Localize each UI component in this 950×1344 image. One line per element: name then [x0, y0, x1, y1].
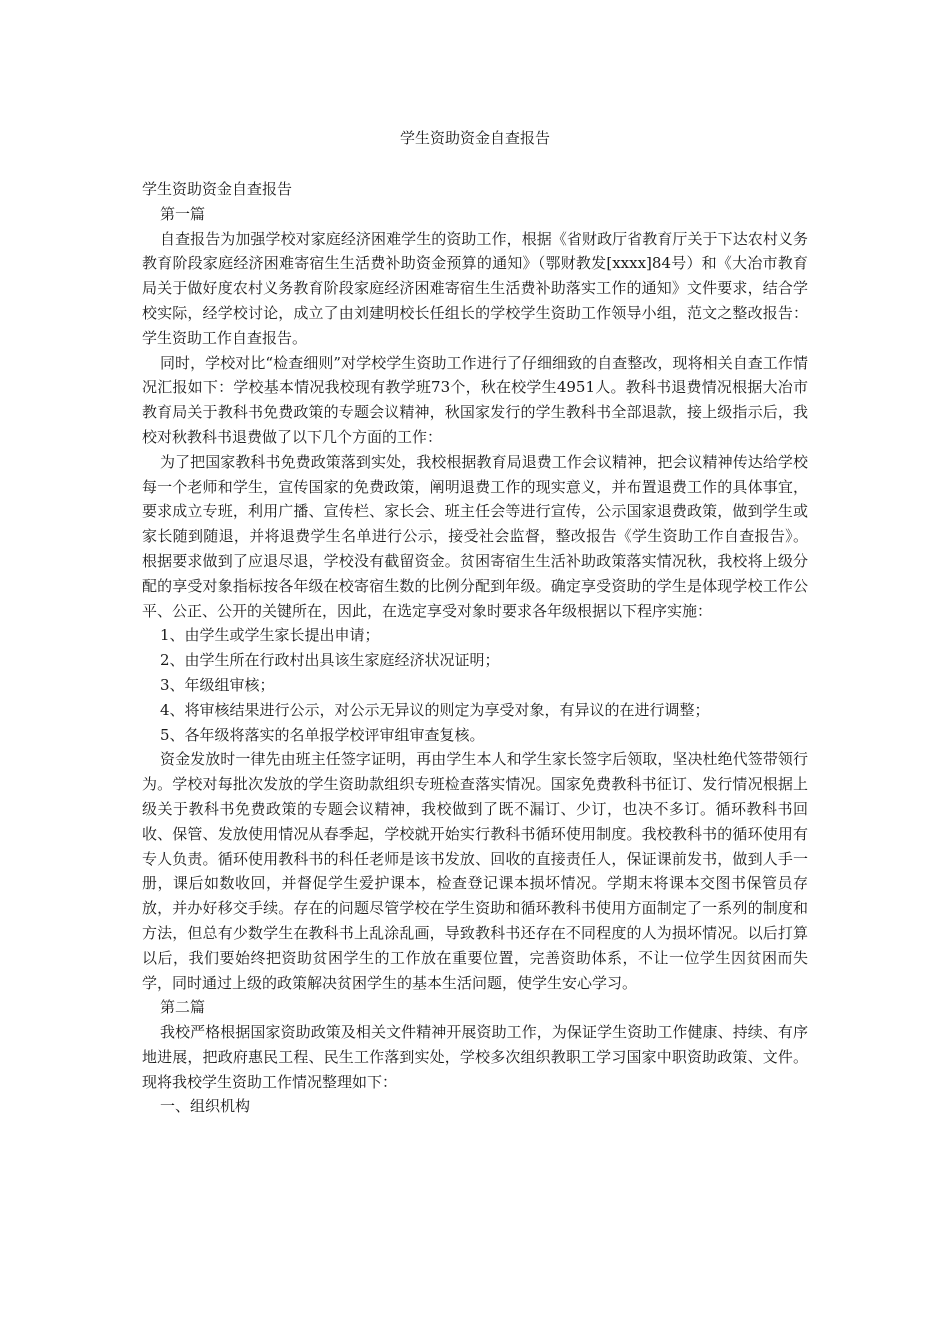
paragraph: 3、年级组审核；: [160, 675, 275, 694]
paragraph: 第一篇: [160, 204, 206, 223]
document-body: [142, 177, 808, 1119]
paragraph: 学生资助资金自查报告: [142, 180, 293, 198]
paragraph: 自查报告为加强学校对家庭经济困难学生的资助工作，根据《省财政厅省教育厅关于下达农村义务教育阶段家庭经济困难寄宿生生活费补助资金预算的通知》（鄂财教发[xxxx]84号）和《大冶市教育局关于做好度农村义务教育阶段家庭经济困难寄宿生生活费补助落实工作的通知》文件要求，结合学校实际，经学校讨论，成立了由刘建明校长任组长的学校学生资助工作领导小组，范文之整改报告：学生资助工作自查报告。: [142, 229, 808, 347]
paragraph: 4、将审核结果进行公示，对公示无异议的则定为享受对象，有异议的在进行调整；: [160, 700, 710, 719]
paragraph: 资金发放时一律先由班主任签字证明，再由学生本人和学生家长签字后领取，坚决杜绝代签带领行为。学校对每批次发放的学生资助款组织专班检查落实情况。国家免费教科书征订、发行情况根据上级关于教科书免费政策的专题会议精神，我校做到了既不漏订、少订，也决不多订。循环教科书回收、保管、发放使用情况从春季起，学校就开始实行教科书循环使用制度。我校教科书的循环使用有专人负责。循环使用教科书的科任老师是该书发放、回收的直接责任人，保证课前发书，做到人手一册，课后如数收回，并督促学生爱护课本，检查登记课本损坏情况。学期末将课本交图书保管员存放，并办好移交手续。存在的问题尽管学校在学生资助和循环教科书使用方面制定了一系列的制度和方法，但总有少数学生在教科书上乱涂乱画，导致教科书还存在不同程度的人为损坏情况。以后打算以后，我们要始终把资助贫困学生的工作放在重要位置，完善资助体系，不让一位学生因贫困而失学，同时通过上级的政策解决贫困学生的基本生活问题，使学生安心学习。: [142, 750, 808, 992]
document-title: 学生资助资金自查报告: [399, 129, 550, 147]
paragraph: 第二篇: [160, 998, 206, 1017]
paragraph: 为了把国家教科书免费政策落到实处，我校根据教育局退费工作会议精神，把会议精神传达给学校每一个老师和学生，宣传国家的免费政策，阐明退费工作的现实意义，并布置退费工作的具体事宜，要求成立专班，利用广播、宣传栏、家长会、班主任会等进行宣传，公示国家退费政策，做到学生或家长随到随退，并将退费学生名单进行公示，接受社会监督，整改报告《学生资助工作自查报告》。根据要求做到了应退尽退，学校没有截留资金。贫困寄宿生生活补助政策落实情况秋，我校将上级分配的享受对象指标按各年级在校寄宿生数的比例分配到年级。确定享受资助的学生是体现学校工作公平、公正、公开的关键所在，因此，在选定享受对象时要求各年级根据以下程序实施：: [142, 452, 808, 620]
paragraph: 1、由学生或学生家长提出申请；: [160, 626, 380, 645]
paragraph: 5、各年级将落实的名单报学校评审组审查复核。: [160, 725, 485, 744]
paragraph: 一、组织机构: [160, 1097, 251, 1116]
paragraph: 2、由学生所在行政村出具该生家庭经济状况证明；: [160, 651, 500, 670]
paragraph: 同时，学校对比“检查细则”对学校学生资助工作进行了仔细细致的自查整改，现将相关自查工作情况汇报如下：学校基本情况我校现有教学班73个，秋在校学生4951人。教科书退费情况根据大冶市教育局关于教科书免费政策的专题会议精神，秋国家发行的学生教科书全部退款，接上级指示后，我校对秋教科书退费做了以下几个方面的工作：: [142, 353, 808, 446]
paragraph: 我校严格根据国家资助政策及相关文件精神开展资助工作，为保证学生资助工作健康、持续、有序地进展，把政府惠民工程、民生工作落到实处，学校多次组织教职工学习国家中职资助政策、文件。现将我校学生资助工作情况整理如下：: [142, 1023, 808, 1091]
